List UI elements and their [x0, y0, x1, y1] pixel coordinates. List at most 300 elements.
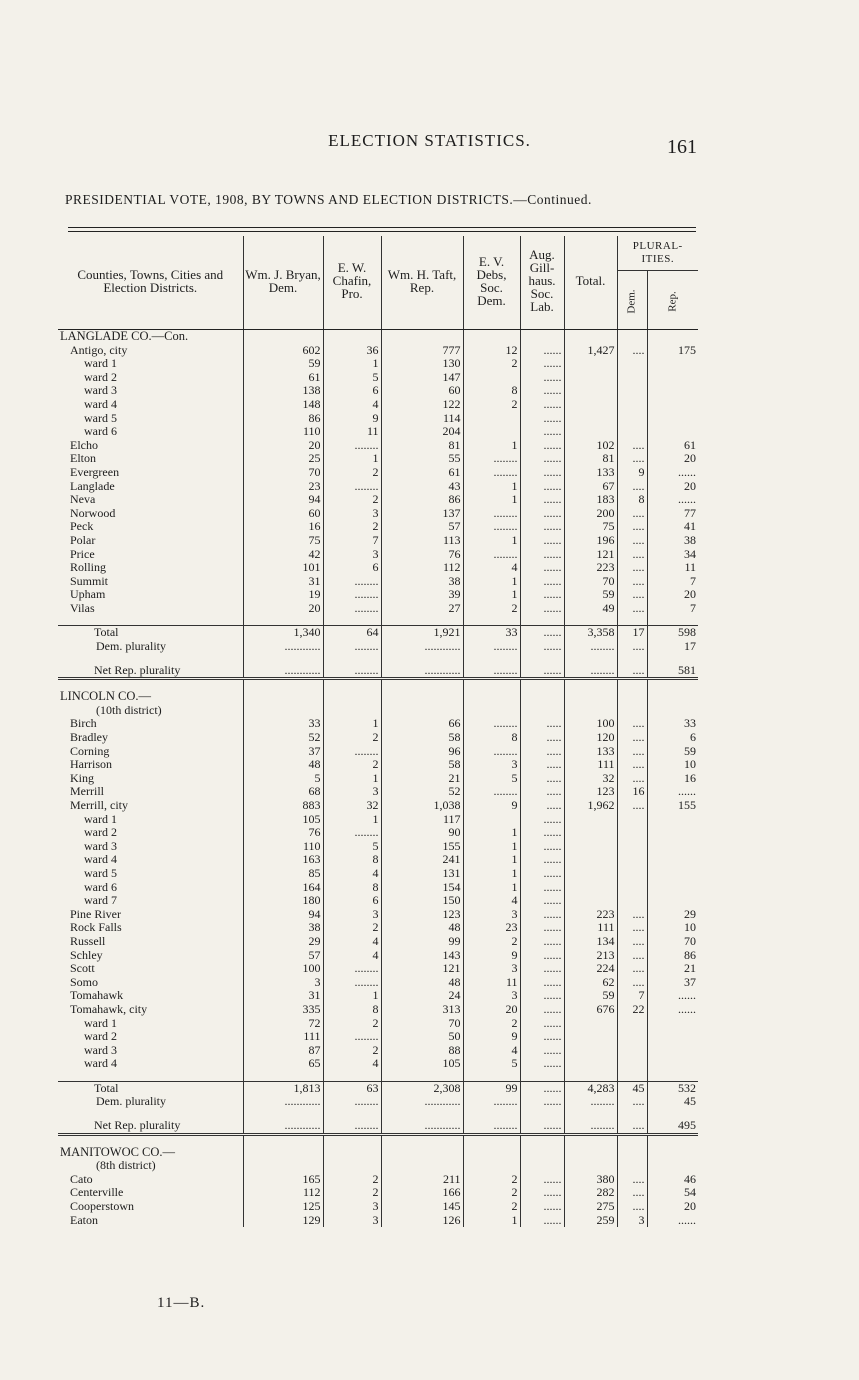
cell-gillhaus: ......	[520, 602, 564, 616]
cell-total	[564, 357, 617, 371]
sub-row	[58, 640, 698, 654]
cell-taft: 211	[381, 1173, 463, 1187]
cell-total: 224	[564, 962, 617, 976]
cell-bryan: 20	[243, 602, 323, 616]
cell-chafin: 3	[323, 548, 381, 562]
cell-plurality-dem	[617, 425, 647, 439]
spacer-cell	[58, 1109, 243, 1119]
cell-plurality-rep: ......	[647, 785, 698, 799]
place-row	[58, 745, 698, 759]
cell-taft: 313	[381, 1003, 463, 1017]
cell-total: 123	[564, 785, 617, 799]
cell-taft: 105	[381, 1057, 463, 1071]
cell-gillhaus: ......	[520, 664, 564, 679]
cell-taft: ............	[381, 640, 463, 654]
cell-total	[564, 425, 617, 439]
cell-total	[564, 412, 617, 426]
cell-plurality-dem: 7	[617, 989, 647, 1003]
cell-bryan: 29	[243, 935, 323, 949]
spacer-cell	[564, 654, 617, 664]
cell-gillhaus: .....	[520, 772, 564, 786]
ward-row	[58, 853, 698, 867]
cell-gillhaus: ......	[520, 344, 564, 358]
cell-debs: 12	[463, 344, 520, 358]
cell-debs: ........	[463, 548, 520, 562]
cell-debs: 2	[463, 1200, 520, 1214]
cell-plurality-rep: 598	[647, 626, 698, 640]
row-label: (8th district)	[96, 1159, 156, 1173]
cell-taft: 66	[381, 717, 463, 731]
cell-bryan: 164	[243, 881, 323, 895]
cell-gillhaus: ......	[520, 826, 564, 840]
cell-chafin: 36	[323, 344, 381, 358]
cell-plurality-rep	[647, 1030, 698, 1044]
cell-debs: ........	[463, 507, 520, 521]
cell-taft: 76	[381, 548, 463, 562]
cell-bryan: 20	[243, 439, 323, 453]
row-label: Dem. plurality	[96, 640, 166, 654]
cell-chafin: 5	[323, 840, 381, 854]
cell-bryan: 33	[243, 717, 323, 731]
place-row	[58, 1003, 698, 1017]
cell-plurality-dem: 8	[617, 493, 647, 507]
cell-plurality-dem: ....	[617, 664, 647, 679]
cell-chafin: 3	[323, 1200, 381, 1214]
cell-bryan: 31	[243, 989, 323, 1003]
cell-total	[564, 330, 617, 344]
cell-plurality-dem: ....	[617, 480, 647, 494]
cell-total: 200	[564, 507, 617, 521]
cell-total: 1,427	[564, 344, 617, 358]
cell-plurality-dem: 16	[617, 785, 647, 799]
cell-debs: 5	[463, 772, 520, 786]
cell-taft: 121	[381, 962, 463, 976]
place-row	[58, 1173, 698, 1187]
cell-total	[564, 867, 617, 881]
place-row	[58, 602, 698, 616]
ward-row	[58, 894, 698, 908]
cell-bryan: 602	[243, 344, 323, 358]
cell-debs: 1	[463, 439, 520, 453]
cell-plurality-dem	[617, 1146, 647, 1160]
ward-row	[58, 398, 698, 412]
cell-chafin: 5	[323, 371, 381, 385]
cell-plurality-rep: 59	[647, 745, 698, 759]
cell-chafin: 1	[323, 813, 381, 827]
cell-bryan: 76	[243, 826, 323, 840]
cell-gillhaus: ......	[520, 921, 564, 935]
cell-bryan: 37	[243, 745, 323, 759]
spacer-cell	[647, 1071, 698, 1082]
cell-chafin: 2	[323, 731, 381, 745]
cell-total	[564, 1146, 617, 1160]
row-label: Elton	[70, 452, 96, 466]
cell-chafin: 8	[323, 853, 381, 867]
place-row	[58, 935, 698, 949]
spacer-cell	[58, 654, 243, 664]
cell-debs: 20	[463, 1003, 520, 1017]
cell-taft	[381, 1146, 463, 1160]
cell-plurality-rep: 20	[647, 1200, 698, 1214]
cell-taft: 241	[381, 853, 463, 867]
cell-plurality-dem: 45	[617, 1081, 647, 1095]
row-label: Langlade	[70, 479, 115, 493]
cell-debs: 9	[463, 799, 520, 813]
row-label: MANITOWOC CO.—	[60, 1145, 176, 1159]
cell-bryan: 19	[243, 588, 323, 602]
cell-taft: 38	[381, 575, 463, 589]
cell-plurality-dem	[617, 826, 647, 840]
cell-bryan: 101	[243, 561, 323, 575]
cell-gillhaus: ......	[520, 1186, 564, 1200]
cell-debs: 9	[463, 949, 520, 963]
cell-debs: 3	[463, 962, 520, 976]
cell-total: 134	[564, 935, 617, 949]
cell-debs: 1	[463, 881, 520, 895]
spacer-cell	[381, 615, 463, 626]
place-row	[58, 466, 698, 480]
cell-plurality-rep: 495	[647, 1119, 698, 1134]
cell-taft: 70	[381, 1017, 463, 1031]
cell-total: 196	[564, 534, 617, 548]
cell-total: 4,283	[564, 1081, 617, 1095]
row-label: Vilas	[70, 601, 95, 615]
cell-plurality-dem: ....	[617, 962, 647, 976]
cell-plurality-rep	[647, 330, 698, 344]
cell-plurality-dem	[617, 398, 647, 412]
cell-plurality-rep: 29	[647, 908, 698, 922]
cell-taft: 155	[381, 840, 463, 854]
cell-taft: 88	[381, 1044, 463, 1058]
spacer-cell	[243, 679, 323, 691]
cell-total: 133	[564, 466, 617, 480]
row-label: Harrison	[70, 758, 112, 772]
cell-taft: 123	[381, 908, 463, 922]
cell-plurality-dem	[617, 1017, 647, 1031]
cell-chafin: 2	[323, 1017, 381, 1031]
spacer-cell	[243, 654, 323, 664]
cell-plurality-rep	[647, 1146, 698, 1160]
cell-taft: 145	[381, 1200, 463, 1214]
cell-taft	[381, 704, 463, 718]
signature-mark: 11—B.	[157, 1295, 206, 1311]
cell-taft: 137	[381, 507, 463, 521]
cell-gillhaus: ......	[520, 412, 564, 426]
cell-total	[564, 384, 617, 398]
cell-total: 120	[564, 731, 617, 745]
cell-chafin: 7	[323, 534, 381, 548]
row-label: ward 6	[84, 425, 117, 439]
row-label: Russell	[70, 934, 106, 948]
cell-plurality-dem: ....	[617, 772, 647, 786]
row-label: Summit	[70, 574, 109, 588]
cell-plurality-rep	[647, 357, 698, 371]
cell-plurality-dem	[617, 881, 647, 895]
cell-bryan: 883	[243, 799, 323, 813]
cell-total: 676	[564, 1003, 617, 1017]
cell-debs: ........	[463, 452, 520, 466]
spacer-cell	[463, 615, 520, 626]
cell-gillhaus: ......	[520, 1119, 564, 1134]
cell-chafin: ........	[323, 575, 381, 589]
ward-row	[58, 881, 698, 895]
header-pluralities: PLURAL-ITIES.	[617, 236, 698, 271]
cell-plurality-rep	[647, 371, 698, 385]
cell-bryan: 72	[243, 1017, 323, 1031]
cell-plurality-dem	[617, 412, 647, 426]
place-row	[58, 799, 698, 813]
cell-gillhaus: ......	[520, 357, 564, 371]
cell-bryan: 48	[243, 758, 323, 772]
cell-total: 62	[564, 976, 617, 990]
spacer-cell	[520, 1109, 564, 1119]
page-number: 161	[667, 136, 697, 158]
cell-plurality-dem	[617, 1044, 647, 1058]
cell-debs: ........	[463, 664, 520, 679]
cell-taft: ............	[381, 1119, 463, 1134]
cell-plurality-dem: 22	[617, 1003, 647, 1017]
cell-plurality-dem	[617, 867, 647, 881]
sub-row	[58, 1095, 698, 1109]
cell-chafin: 2	[323, 1044, 381, 1058]
cell-chafin: 2	[323, 1173, 381, 1187]
place-row	[58, 989, 698, 1003]
cell-total: 275	[564, 1200, 617, 1214]
cell-plurality-dem	[617, 704, 647, 718]
spacer-cell	[463, 1109, 520, 1119]
ward-row	[58, 384, 698, 398]
cell-gillhaus: .....	[520, 785, 564, 799]
row-label: Bradley	[70, 731, 108, 745]
cell-bryan: 60	[243, 507, 323, 521]
cell-bryan	[243, 330, 323, 344]
cell-debs: 4	[463, 1044, 520, 1058]
cell-plurality-dem: ....	[617, 1095, 647, 1109]
cell-plurality-rep: 37	[647, 976, 698, 990]
total-row	[58, 1081, 698, 1095]
total-row	[58, 626, 698, 640]
cell-chafin: ........	[323, 1030, 381, 1044]
cell-bryan: ............	[243, 1119, 323, 1134]
cell-gillhaus: ......	[520, 534, 564, 548]
cell-total: 223	[564, 908, 617, 922]
row-label: Pine River	[70, 907, 121, 921]
ward-row	[58, 1017, 698, 1031]
cell-taft: 96	[381, 745, 463, 759]
spacer-cell	[243, 1109, 323, 1119]
ward-row	[58, 840, 698, 854]
cell-plurality-rep: 34	[647, 548, 698, 562]
cell-bryan: 110	[243, 425, 323, 439]
cell-chafin: 63	[323, 1081, 381, 1095]
cell-gillhaus: ......	[520, 452, 564, 466]
cell-bryan: 61	[243, 371, 323, 385]
cell-total	[564, 813, 617, 827]
cell-debs: ........	[463, 466, 520, 480]
row-label: Merrill, city	[70, 799, 128, 812]
row-label: Somo	[70, 975, 99, 989]
cell-chafin: 4	[323, 398, 381, 412]
spacer-cell	[381, 1134, 463, 1146]
cell-bryan: 5	[243, 772, 323, 786]
cell-gillhaus: ......	[520, 962, 564, 976]
header-plurality-dem: Dem.	[617, 271, 647, 330]
cell-total	[564, 1159, 617, 1173]
spacer-cell	[617, 1134, 647, 1146]
place-row	[58, 520, 698, 534]
cell-plurality-dem: ....	[617, 921, 647, 935]
cell-plurality-rep: 77	[647, 507, 698, 521]
cell-gillhaus: .....	[520, 799, 564, 813]
cell-chafin: 4	[323, 867, 381, 881]
row-label: Corning	[70, 744, 110, 758]
spacer-cell	[520, 1134, 564, 1146]
cell-bryan	[243, 690, 323, 704]
cell-total: ........	[564, 640, 617, 654]
cell-gillhaus: ......	[520, 1044, 564, 1058]
ward-row	[58, 371, 698, 385]
spacer-cell	[58, 679, 243, 691]
cell-plurality-dem: ....	[617, 908, 647, 922]
place-row	[58, 588, 698, 602]
cell-gillhaus: ......	[520, 1214, 564, 1228]
row-label: ward 1	[84, 1016, 117, 1030]
cell-debs: 23	[463, 921, 520, 935]
cell-gillhaus: ......	[520, 989, 564, 1003]
cell-gillhaus: ......	[520, 1017, 564, 1031]
table-header	[58, 236, 698, 330]
cell-gillhaus	[520, 1159, 564, 1173]
spacer-cell	[463, 1071, 520, 1082]
cell-plurality-rep: 581	[647, 664, 698, 679]
cell-taft: 99	[381, 935, 463, 949]
cell-plurality-dem: 17	[617, 626, 647, 640]
spacer-row	[58, 1071, 698, 1082]
cell-chafin: 6	[323, 894, 381, 908]
cell-plurality-dem	[617, 813, 647, 827]
spacer-cell	[564, 615, 617, 626]
row-label: ward 2	[84, 1030, 117, 1044]
spacer-cell	[617, 615, 647, 626]
cell-plurality-dem	[617, 1030, 647, 1044]
cell-chafin: ........	[323, 480, 381, 494]
cell-debs: 3	[463, 908, 520, 922]
row-label: ward 2	[84, 370, 117, 384]
cell-gillhaus: ......	[520, 1030, 564, 1044]
row-label: ward 6	[84, 880, 117, 894]
row-label: ward 4	[84, 853, 117, 867]
spacer-row	[58, 654, 698, 664]
cell-total: 59	[564, 989, 617, 1003]
cell-plurality-rep	[647, 1017, 698, 1031]
cell-plurality-rep	[647, 1057, 698, 1071]
place-row	[58, 493, 698, 507]
cell-debs: 5	[463, 1057, 520, 1071]
row-label: Antigo, city	[70, 343, 128, 357]
cell-bryan: 52	[243, 731, 323, 745]
cell-chafin: ........	[323, 602, 381, 616]
cell-bryan: 31	[243, 575, 323, 589]
cell-taft: ............	[381, 1095, 463, 1109]
cell-bryan: 163	[243, 853, 323, 867]
cell-taft: 50	[381, 1030, 463, 1044]
cell-plurality-rep	[647, 398, 698, 412]
cell-debs: 1	[463, 493, 520, 507]
place-row	[58, 561, 698, 575]
cell-plurality-dem	[617, 1057, 647, 1071]
place-row	[58, 452, 698, 466]
cell-bryan	[243, 1159, 323, 1173]
cell-chafin: 8	[323, 1003, 381, 1017]
cell-debs: 2	[463, 357, 520, 371]
table-body	[58, 330, 698, 1228]
cell-plurality-dem: ....	[617, 561, 647, 575]
row-label: (10th district)	[96, 703, 162, 717]
cell-bryan: 85	[243, 867, 323, 881]
cell-plurality-rep: ......	[647, 493, 698, 507]
header-gillhaus: Aug. Gill-haus. Soc. Lab.	[520, 236, 564, 330]
row-label: Peck	[70, 520, 94, 534]
cell-gillhaus: ......	[520, 1081, 564, 1095]
cell-chafin: 2	[323, 466, 381, 480]
cell-plurality-dem	[617, 371, 647, 385]
row-label: Upham	[70, 588, 106, 602]
cell-gillhaus: ......	[520, 1173, 564, 1187]
spacer-cell	[463, 679, 520, 691]
ward-row	[58, 826, 698, 840]
place-row	[58, 908, 698, 922]
cell-plurality-dem: ....	[617, 575, 647, 589]
cell-bryan: 25	[243, 452, 323, 466]
spacer-cell	[647, 1109, 698, 1119]
spacer-cell	[381, 654, 463, 664]
cell-total	[564, 690, 617, 704]
row-label: Net Rep. plurality	[58, 664, 243, 679]
top-rule	[68, 227, 696, 228]
cell-total: 111	[564, 758, 617, 772]
cell-chafin	[323, 1146, 381, 1160]
row-label: Norwood	[70, 506, 116, 520]
cell-total	[564, 881, 617, 895]
cell-chafin: ........	[323, 664, 381, 679]
row-label: Neva	[70, 493, 96, 507]
cell-taft: 126	[381, 1214, 463, 1228]
cell-gillhaus: ......	[520, 561, 564, 575]
cell-taft	[381, 690, 463, 704]
cell-chafin: 1	[323, 989, 381, 1003]
county-row	[58, 1146, 698, 1160]
cell-bryan: 111	[243, 1030, 323, 1044]
cell-gillhaus: ......	[520, 1057, 564, 1071]
cell-plurality-rep: 10	[647, 921, 698, 935]
cell-taft: 1,921	[381, 626, 463, 640]
cell-taft	[381, 1159, 463, 1173]
cell-bryan: ............	[243, 640, 323, 654]
row-label: Net Rep. plurality	[58, 1119, 243, 1134]
cell-plurality-dem: ....	[617, 976, 647, 990]
cell-plurality-dem: ....	[617, 602, 647, 616]
cell-bryan: 129	[243, 1214, 323, 1228]
cell-plurality-rep: 38	[647, 534, 698, 548]
spacer-cell	[564, 1134, 617, 1146]
cell-plurality-dem: ....	[617, 731, 647, 745]
ward-row	[58, 357, 698, 371]
cell-plurality-rep: ......	[647, 989, 698, 1003]
spacer-cell	[243, 1134, 323, 1146]
cell-total: 75	[564, 520, 617, 534]
cell-total	[564, 1030, 617, 1044]
spacer-cell	[647, 615, 698, 626]
